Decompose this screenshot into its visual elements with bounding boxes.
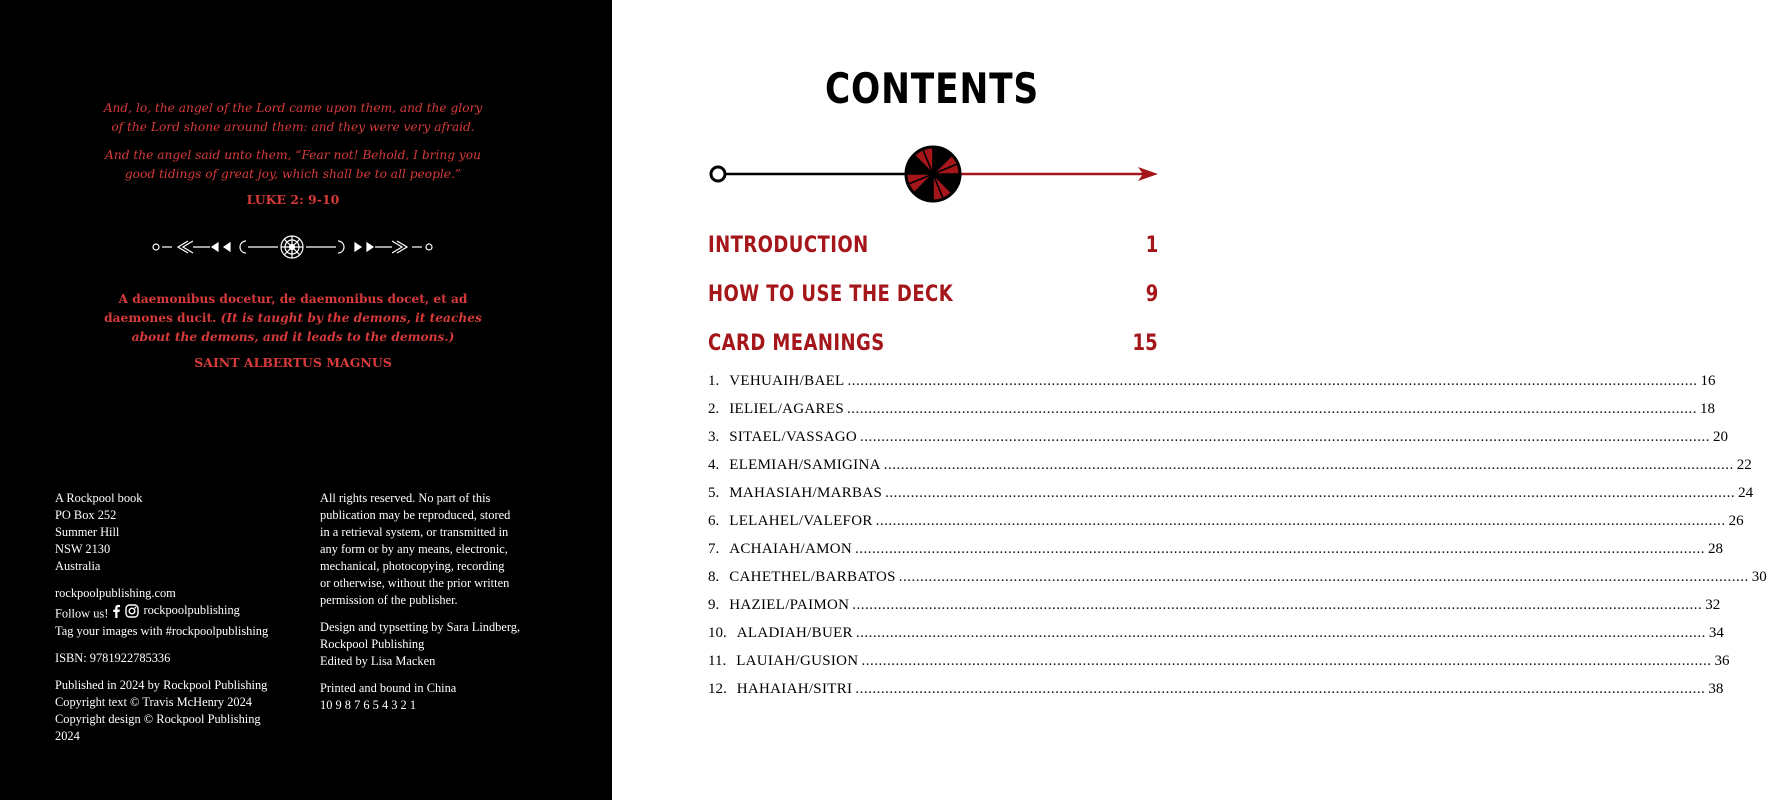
entry-page: 30 xyxy=(1751,569,1767,585)
entry-leader-dots: ........................................................................................................................................................................................................ xyxy=(898,569,1749,585)
quote-citation-albertus: SAINT ALBERTUS MAGNUS xyxy=(194,355,392,370)
right-page xyxy=(612,0,1767,800)
suburb-line: Summer Hill xyxy=(55,525,120,539)
quote-2-line-2: good tidings of great joy, which shall be to all people.” xyxy=(124,167,462,181)
entry-leader-dots: ........................................................................................................................................................................................................ xyxy=(855,681,1706,697)
quote-2-line-1: And the angel said unto them, “Fear not! Behold, I bring you xyxy=(105,148,481,162)
section-name: INTRODUCTION xyxy=(708,233,869,258)
entry-number: 2. xyxy=(708,401,720,417)
entry-number: 8. xyxy=(708,569,720,585)
website-link[interactable]: rockpoolpublishing.com xyxy=(55,586,176,600)
imprint-column-right xyxy=(320,490,575,714)
printing-line: 10 9 8 7 6 5 4 3 2 1 xyxy=(320,698,417,712)
country-line: Australia xyxy=(55,559,101,573)
entry-leader-dots: ........................................................................................................................................................................................................ xyxy=(855,625,1706,641)
printed-line: Printed and bound in China xyxy=(320,681,457,695)
entry-page: 26 xyxy=(1728,513,1744,529)
entry-title: IELIEL/AGARES xyxy=(729,401,844,417)
imprint-column-left xyxy=(55,490,310,745)
entry-page: 18 xyxy=(1699,401,1715,417)
arrow-divider-icon xyxy=(706,142,1160,206)
entry-number: 3. xyxy=(708,429,720,445)
entry-number: 9. xyxy=(708,597,720,613)
entry-page: 16 xyxy=(1700,373,1716,389)
publisher-line: A Rockpool book xyxy=(55,491,143,505)
toc-section-how-to-use[interactable] xyxy=(708,282,1158,314)
toc-entry[interactable] xyxy=(708,541,1724,561)
entry-title: MAHASIAH/MARBAS xyxy=(729,485,883,501)
entry-number: 12. xyxy=(708,681,727,697)
entry-title: SITAEL/VASSAGO xyxy=(729,429,857,445)
entry-number: 10. xyxy=(708,625,727,641)
wheel-icon xyxy=(906,147,960,201)
toc-entry[interactable] xyxy=(708,569,1767,589)
copyright-design-line: Copyright design © Rockpool Publishing xyxy=(55,711,261,726)
quote-1-line-2: of the Lord shone around them: and they were very afraid. xyxy=(111,120,475,134)
po-box-line: PO Box 252 xyxy=(55,508,117,522)
entry-number: 6. xyxy=(708,513,720,529)
entry-title: ELEMIAH/SAMIGINA xyxy=(729,457,881,473)
state-line: NSW 2130 xyxy=(55,542,111,556)
copyright-year-line: 2024 xyxy=(55,728,80,743)
entry-page: 24 xyxy=(1738,485,1754,501)
section-name: CARD MEANINGS xyxy=(708,331,885,356)
instagram-icon[interactable] xyxy=(125,604,139,618)
design-line-1: Design and typsetting by Sara Lindberg, xyxy=(320,620,521,634)
section-page: 15 xyxy=(1132,331,1158,356)
entry-leader-dots: ........................................................................................................................................................................................................ xyxy=(846,401,1697,417)
quote-1-line-1: And, lo, the angel of the Lord came upon them, and the glory xyxy=(103,101,483,115)
rights-line-5: mechanical, photocopying, recording xyxy=(320,559,505,573)
entry-title: LELAHEL/VALEFOR xyxy=(729,513,873,529)
entry-title: VEHUAIH/BAEL xyxy=(729,373,845,389)
section-page: 9 xyxy=(1145,282,1158,307)
published-line: Published in 2024 by Rockpool Publishing xyxy=(55,677,268,692)
toc-entry[interactable] xyxy=(708,597,1721,617)
edited-line: Edited by Lisa Macken xyxy=(320,654,436,668)
entry-leader-dots: ........................................................................................................................................................................................................ xyxy=(860,429,1710,445)
entry-number: 7. xyxy=(708,541,720,557)
facebook-icon[interactable] xyxy=(111,604,121,618)
social-icons xyxy=(111,602,239,619)
entry-number: 4. xyxy=(708,457,720,473)
rights-line-6: or otherwise, without the prior written xyxy=(320,576,510,590)
latin-line-2a: daemones ducit. xyxy=(104,311,221,325)
toc-section-introduction[interactable] xyxy=(708,233,1158,265)
entry-leader-dots: ........................................................................................................................................................................................................ xyxy=(875,513,1726,529)
entry-number: 11. xyxy=(708,653,727,669)
entry-page: 20 xyxy=(1713,429,1728,445)
rights-line-4: any form or by any means, electronic, xyxy=(320,542,508,556)
entry-page: 34 xyxy=(1708,625,1724,641)
section-name: HOW TO USE THE DECK xyxy=(708,282,954,307)
entry-leader-dots: ........................................................................................................................................................................................................ xyxy=(883,457,1734,473)
toc-entry[interactable] xyxy=(708,513,1744,533)
ornament-divider-icon xyxy=(150,232,435,262)
entry-page: 32 xyxy=(1705,597,1721,613)
toc-entry[interactable] xyxy=(708,373,1716,393)
toc-entry[interactable] xyxy=(708,625,1724,645)
copyright-text-line: Copyright text © Travis McHenry 2024 xyxy=(55,694,252,709)
toc-entry[interactable] xyxy=(708,485,1754,505)
latin-line-1: A daemonibus docetur, de daemonibus docet, et ad xyxy=(118,292,468,306)
entry-page: 36 xyxy=(1714,653,1730,669)
entry-leader-dots: ........................................................................................................................................................................................................ xyxy=(847,373,1698,389)
toc-section-card-meanings[interactable] xyxy=(708,331,1158,363)
isbn-line: ISBN: 9781922785336 xyxy=(55,650,171,665)
entry-title: HAHAIAH/SITRI xyxy=(736,681,853,697)
entry-title: CAHETHEL/BARBATOS xyxy=(729,569,896,585)
entry-title: ACHAIAH/AMON xyxy=(729,541,853,557)
entry-title: HAZIEL/PAIMON xyxy=(729,597,850,613)
follow-line xyxy=(55,602,310,623)
entry-leader-dots: ........................................................................................................................................................................................................ xyxy=(855,541,1706,557)
latin-line-2b: (It is taught by the demons, it teaches xyxy=(220,311,482,325)
entry-title: LAUIAH/GUSION xyxy=(736,653,859,669)
rights-line-3: in a retrieval system, or transmitted in xyxy=(320,525,509,539)
toc-entry[interactable] xyxy=(708,401,1715,421)
entry-page: 28 xyxy=(1708,541,1724,557)
follow-label: Follow us! xyxy=(55,606,109,621)
toc-entry[interactable] xyxy=(708,429,1728,449)
entry-page: 38 xyxy=(1708,681,1724,697)
quote-citation-luke: LUKE 2: 9-10 xyxy=(246,192,340,207)
entry-leader-dots: ........................................................................................................................................................................................................ xyxy=(861,653,1712,669)
entry-leader-dots: ........................................................................................................................................................................................................ xyxy=(852,597,1703,613)
toc-entry[interactable] xyxy=(708,681,1724,701)
left-page xyxy=(0,0,612,800)
toc-entry[interactable] xyxy=(708,457,1752,477)
bible-quote-1 xyxy=(98,99,488,137)
latin-line-3: about the demons, and it leads to the demons.) xyxy=(131,330,455,344)
tag-line: Tag your images with #rockpoolpublishing xyxy=(55,623,269,638)
rights-line-2: publication may be reproduced, stored xyxy=(320,508,511,522)
page-title: CONTENTS xyxy=(824,64,1040,113)
design-line-2: Rockpool Publishing xyxy=(320,637,425,651)
social-handle[interactable]: rockpoolpublishing xyxy=(143,603,240,617)
latin-quote xyxy=(98,290,488,347)
entry-title: ALADIAH/BUER xyxy=(736,625,853,641)
entry-page: 22 xyxy=(1736,457,1752,473)
toc-entry[interactable] xyxy=(708,653,1730,673)
entry-leader-dots: ........................................................................................................................................................................................................ xyxy=(885,485,1736,501)
rights-line-1: All rights reserved. No part of this xyxy=(320,491,491,505)
section-page: 1 xyxy=(1145,233,1158,258)
bible-quote-2 xyxy=(98,146,488,184)
rights-line-7: permission of the publisher. xyxy=(320,593,458,607)
entry-number: 5. xyxy=(708,485,720,501)
entry-number: 1. xyxy=(708,373,720,389)
